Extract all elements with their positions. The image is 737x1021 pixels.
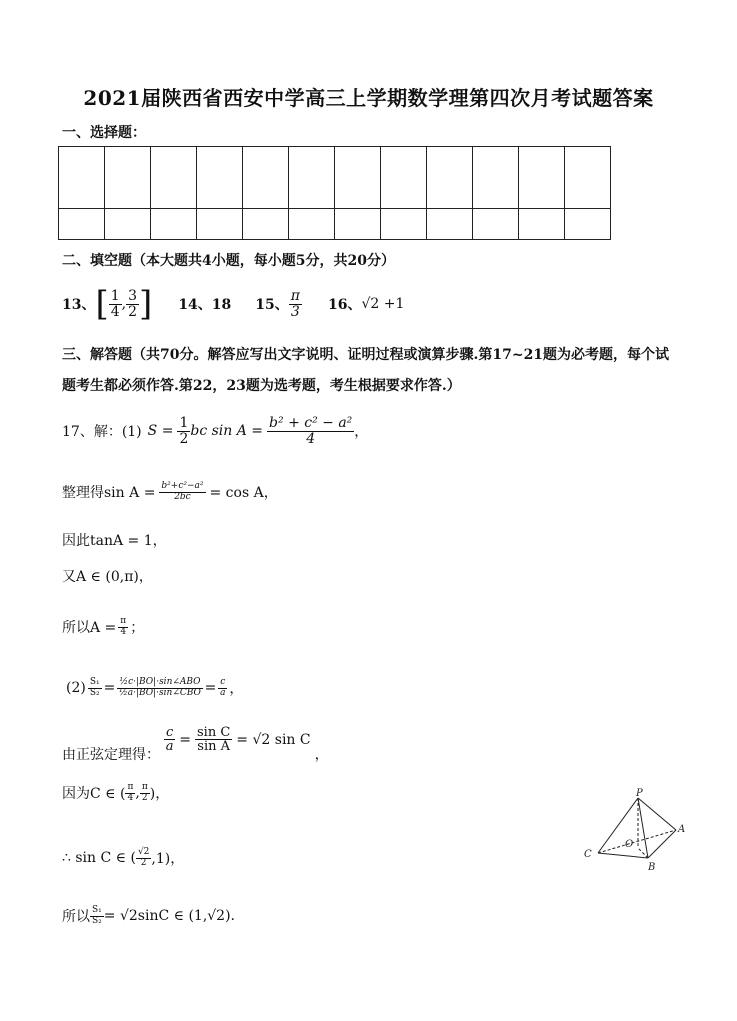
edge-pa [638, 798, 676, 830]
answer-grid-row [59, 147, 611, 209]
bracket-right: ] [139, 284, 153, 324]
solution-line-2: 整理得sin A = $\frac{\text{b²+c²−a²}}{2bc}$ = cos A， [62, 481, 278, 502]
solution-line-1: 17、解：(1) S = $\frac{1}{2}$ bc sin A = $\frac{\text{b² + c² − a²}}{4}$ ， [62, 414, 369, 447]
solution-line-5: 所以A = $\frac{\pi}{4}$ ； [62, 616, 145, 637]
page-title: 2021届陕西省西安中学高三上学期数学理第四次月考试题答案 [83, 86, 654, 110]
solution-line-6: (2) $\frac{\text{S₁}}{\text{S₂}}$ = $\frac{\text{½c·|BO|·sin∠ABO}}{\text{½a·|BO|·sin∠CBO}}$ = $\frac{c}{a}$ ， [66, 677, 244, 698]
q16-label: 16、 [327, 297, 362, 313]
q15-label: 15、 [255, 297, 289, 313]
fill-answers-row: 13、 [ $\frac{1}{4}$ , $\frac{3}{2}$ ] 14、18 15、 $\frac{\pi}{3}$ 16、 √2 +1 [62, 284, 405, 324]
solution-line-4: 又A ∈ (0,π)， [62, 569, 153, 585]
solution-line-3: 因此tanA = 1， [62, 533, 167, 549]
answer-grid-row [59, 209, 611, 240]
q13-label: 13、 [62, 297, 96, 313]
label-o: O [625, 839, 634, 850]
label-a: A [678, 824, 686, 835]
section3-heading-line1: 三、解答题（共70分。解答应写出文字说明、证明过程或演算步骤.第17~21题为必考题，每个试 [62, 347, 670, 363]
q14-answer: 14、18 [178, 297, 232, 313]
solution-line-8: 因为C ∈ ( $\frac{\pi}{4}$ , $\frac{\pi}{2}$ )， [62, 782, 170, 803]
label-c: C [584, 849, 592, 860]
section2-heading: 二、填空题（本大题共4小题，每小题5分，共20分） [62, 253, 395, 269]
label-b: B [648, 862, 656, 873]
q16-answer: √2 +1 [361, 296, 405, 312]
section1-heading: 一、选择题： [62, 125, 146, 141]
solution-line-10: 所以 $\frac{\text{S₁}}{\text{S₂}}$ = √2sinC ∈ (1,√2). [62, 905, 236, 926]
solution-line-9: ∴ sin C ∈ ( $\frac{√2}{2}$ ,1)， [62, 847, 185, 868]
bracket-left: [ [95, 284, 109, 324]
q15-fraction: $\frac{\pi}{3}$ [290, 287, 300, 320]
solution-line-7: 由正弦定理得： $\frac{c}{a}$ = $\frac{\text{sin C}}{\text{sin A}}$ = √2 sin C ， [62, 724, 329, 763]
section3-heading-line2: 题考生都必须作答.第22，23题为选考题，考生根据要求作答.） [62, 378, 461, 394]
pyramid-figure [580, 786, 692, 876]
edge-cb [598, 853, 648, 858]
answer-grid [58, 146, 611, 240]
label-p: P [636, 788, 643, 799]
q13-fraction-1: $\frac{1}{4}$ [110, 287, 120, 320]
q13-fraction-2: $\frac{3}{2}$ [128, 287, 138, 320]
